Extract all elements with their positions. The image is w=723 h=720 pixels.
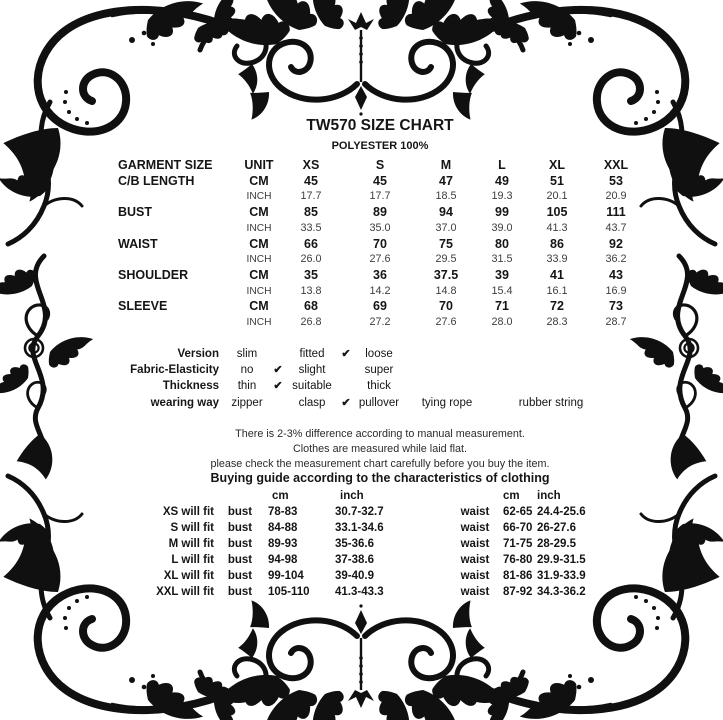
check-mark: ✔ — [341, 396, 351, 409]
range-inch: 29.9-31.5 — [537, 554, 586, 566]
size-value: 68 — [304, 299, 318, 314]
range-cm: 71-75 — [503, 538, 533, 550]
size-value: 53 — [609, 173, 623, 188]
attribute-option — [491, 378, 611, 394]
range-cm: 81-86 — [503, 570, 533, 582]
size-value: 37.0 — [435, 221, 457, 234]
body-part-label: bust — [227, 538, 253, 550]
attribute-option: fitted — [299, 348, 325, 360]
size-value: 80 — [495, 236, 509, 251]
size-value: 86 — [550, 236, 564, 251]
measurement-label: SLEEVE — [118, 299, 168, 314]
attribute-option: slim — [236, 348, 258, 360]
measurement-label — [118, 252, 240, 268]
size-value: 70 — [373, 236, 387, 251]
attribute-option: tying rope — [421, 396, 473, 409]
size-value: 71 — [495, 299, 509, 314]
attribute-option: super — [364, 364, 394, 377]
column-header: XXL — [603, 158, 629, 172]
range-cm: 66-70 — [503, 522, 533, 534]
size-value: 73 — [609, 299, 623, 314]
body-part-label: bust — [227, 554, 253, 566]
body-part-label: waist — [460, 554, 490, 566]
body-part-label: waist — [460, 506, 490, 518]
column-header: XL — [549, 158, 565, 172]
size-value: 99 — [495, 205, 509, 220]
range-inch: 41.3-43.3 — [335, 586, 384, 598]
size-value: 13.8 — [300, 284, 322, 297]
fabric-subtitle: POLYESTER 100% — [331, 140, 429, 152]
unit-cell: INCH — [246, 285, 272, 297]
unit-cell: CM — [249, 267, 269, 282]
spacer-cell — [425, 504, 455, 520]
attribute-option — [403, 378, 491, 394]
range-cm: 76-80 — [503, 554, 533, 566]
measurement-label — [118, 315, 240, 331]
size-value: 36 — [373, 267, 387, 282]
size-value: 43.7 — [605, 221, 627, 234]
size-value: 26.0 — [300, 253, 322, 266]
garment-attributes-table — [115, 346, 611, 411]
range-cm: 87-92 — [503, 586, 533, 598]
body-part-label: waist — [460, 522, 490, 534]
size-value: 66 — [304, 236, 318, 251]
size-value: 37.5 — [433, 267, 459, 282]
size-table-header-row — [118, 158, 646, 174]
range-inch: 34.3-36.2 — [537, 586, 586, 598]
attribute-option: loose — [365, 348, 393, 360]
size-value: 20.9 — [605, 190, 627, 203]
size-value: 14.8 — [435, 284, 457, 297]
body-part-label: bust — [227, 522, 253, 534]
unit-cell: INCH — [246, 222, 272, 234]
size-value: 45 — [373, 173, 387, 188]
unit-cell: CM — [249, 205, 269, 220]
body-part-label: waist — [460, 570, 490, 582]
size-value: 36.2 — [605, 253, 627, 266]
buying-guide-row — [138, 584, 620, 600]
size-value: 72 — [550, 299, 564, 314]
size-value: 111 — [606, 205, 626, 220]
size-table-row — [118, 205, 646, 221]
size-value: 20.1 — [546, 190, 568, 203]
body-part-label: bust — [227, 506, 253, 518]
size-value: 33.5 — [300, 221, 322, 234]
size-value: 33.9 — [546, 253, 568, 266]
spacer-cell — [218, 488, 262, 504]
size-table-row — [118, 315, 646, 331]
measurement-label: BUST — [118, 205, 153, 220]
note-line: Clothes are measured while laid flat. — [292, 442, 468, 455]
buying-guide-header-row — [138, 488, 620, 504]
size-value: 27.6 — [435, 316, 457, 329]
check-mark — [269, 395, 287, 411]
size-table-row — [118, 284, 646, 300]
check-mark: ✔ — [273, 380, 283, 393]
size-value: 85 — [304, 205, 318, 220]
attribute-option: slight — [298, 364, 326, 377]
range-cm: 62-65 — [503, 506, 533, 518]
size-value: 70 — [439, 299, 453, 314]
size-value: 27.2 — [369, 316, 391, 329]
size-value: 31.5 — [491, 253, 513, 266]
measurement-label: SHOULDER — [118, 267, 189, 282]
measurement-label — [118, 189, 240, 205]
size-value: 75 — [439, 236, 453, 251]
buying-guide-row — [138, 504, 620, 520]
attribute-row — [115, 362, 611, 378]
attribute-row — [115, 395, 611, 411]
fit-size-label: XL will fit — [163, 570, 214, 582]
size-value: 19.3 — [491, 190, 513, 203]
range-inch: 31.9-33.9 — [537, 570, 586, 582]
range-inch: 35-36.6 — [335, 538, 375, 550]
size-value: 92 — [609, 236, 623, 251]
measurement-label: WAIST — [118, 236, 158, 251]
body-part-label: waist — [460, 586, 490, 598]
attribute-option: no — [240, 364, 254, 377]
attribute-option: suitable — [292, 380, 332, 393]
column-header: cm — [503, 490, 520, 502]
size-value: 105 — [546, 205, 568, 220]
size-value: 28.3 — [546, 316, 568, 329]
column-header: S — [375, 158, 385, 172]
range-cm: 94-98 — [268, 554, 298, 566]
page-title: TW570 SIZE CHART — [306, 117, 454, 134]
unit-cell: INCH — [246, 254, 272, 266]
attribute-option — [491, 362, 611, 378]
range-cm: 84-88 — [268, 522, 298, 534]
size-value: 45 — [304, 173, 318, 188]
body-part-label: bust — [227, 570, 253, 582]
size-value: 43 — [609, 267, 623, 282]
attribute-row — [115, 378, 611, 394]
buying-guide-row — [138, 568, 620, 584]
attribute-option — [403, 362, 491, 378]
size-value: 94 — [439, 205, 453, 220]
size-table-row — [118, 174, 646, 190]
size-value: 28.7 — [605, 316, 627, 329]
attribute-option — [491, 346, 611, 362]
buying-guide-heading: Buying guide according to the characteristics of clothing — [210, 471, 550, 485]
unit-cell: CM — [249, 173, 269, 188]
measurement-label — [118, 284, 240, 300]
size-table-row — [118, 268, 646, 284]
measurement-label — [118, 221, 240, 237]
size-value: 69 — [373, 299, 387, 314]
size-value: 26.8 — [300, 316, 322, 329]
buying-guide-table — [138, 488, 620, 600]
size-table-row — [118, 237, 646, 253]
fit-size-label: M will fit — [168, 538, 214, 550]
column-header: GARMENT SIZE — [118, 158, 213, 172]
size-value: 35 — [304, 267, 318, 282]
attribute-option — [403, 346, 491, 362]
range-inch: 37-38.6 — [335, 554, 375, 566]
size-value: 16.1 — [546, 284, 568, 297]
unit-cell: CM — [249, 299, 269, 314]
size-table-row — [118, 299, 646, 315]
attribute-label: Fabric-Elasticity — [130, 364, 219, 377]
spacer-cell — [425, 584, 455, 600]
attribute-option: zipper — [231, 396, 263, 409]
attribute-row — [115, 346, 611, 362]
size-value: 16.9 — [605, 284, 627, 297]
column-header: M — [440, 158, 452, 172]
size-measurement-table — [118, 158, 646, 331]
attribute-label: wearing way — [150, 396, 219, 409]
range-cm: 105-110 — [268, 586, 310, 598]
size-value: 35.0 — [369, 221, 391, 234]
spacer-cell — [425, 568, 455, 584]
fit-size-label: XXL will fit — [156, 586, 214, 598]
range-inch: 30.7-32.7 — [335, 506, 384, 518]
attribute-option: thin — [237, 380, 257, 393]
size-value: 51 — [550, 173, 564, 188]
range-cm: 78-83 — [268, 506, 298, 518]
range-cm: 89-93 — [268, 538, 298, 550]
unit-cell: INCH — [246, 191, 272, 203]
buying-guide-row — [138, 536, 620, 552]
size-value: 29.5 — [435, 253, 457, 266]
range-inch: 33.1-34.6 — [335, 522, 384, 534]
size-value: 27.6 — [369, 253, 391, 266]
spacer-cell — [455, 488, 495, 504]
check-mark — [269, 346, 287, 362]
size-value: 41 — [550, 267, 564, 282]
fit-size-label: S will fit — [170, 522, 214, 534]
size-value: 47 — [439, 173, 453, 188]
column-header: cm — [272, 490, 289, 502]
buying-guide-row — [138, 552, 620, 568]
size-table-row — [118, 189, 646, 205]
size-value: 14.2 — [369, 284, 391, 297]
fit-size-label: XS will fit — [162, 506, 214, 518]
size-value: 17.7 — [300, 190, 322, 203]
note-line: please check the measurement chart carefully before you buy the item. — [210, 457, 550, 470]
attribute-option: rubber string — [518, 396, 584, 409]
column-header: UNIT — [244, 158, 274, 172]
spacer-cell — [425, 488, 455, 504]
column-header: XS — [302, 158, 320, 172]
size-value: 28.0 — [491, 316, 513, 329]
size-table-row — [118, 252, 646, 268]
spacer-cell — [425, 536, 455, 552]
size-value: 39.0 — [491, 221, 513, 234]
range-inch: 24.4-25.6 — [537, 506, 586, 518]
fit-size-label: L will fit — [171, 554, 214, 566]
check-mark — [337, 362, 355, 378]
range-inch: 28-29.5 — [537, 538, 577, 550]
size-value: 18.5 — [435, 190, 457, 203]
unit-cell: CM — [249, 236, 269, 251]
body-part-label: bust — [227, 586, 253, 598]
range-cm: 99-104 — [268, 570, 304, 582]
check-mark — [337, 378, 355, 394]
check-mark: ✔ — [273, 364, 283, 377]
size-value: 17.7 — [369, 190, 391, 203]
spacer-cell — [425, 520, 455, 536]
range-inch: 26-27.6 — [537, 522, 577, 534]
size-value: 15.4 — [491, 284, 513, 297]
column-header: inch — [340, 490, 364, 502]
check-mark: ✔ — [341, 348, 351, 360]
body-part-label: waist — [460, 538, 490, 550]
unit-cell: INCH — [246, 317, 272, 329]
attribute-label: Thickness — [162, 380, 219, 393]
size-value: 89 — [373, 205, 387, 220]
measurement-label: C/B LENGTH — [118, 173, 195, 188]
size-table-row — [118, 221, 646, 237]
column-header: inch — [537, 490, 561, 502]
note-line: There is 2-3% difference according to manual measurement. — [235, 428, 525, 440]
spacer-cell — [138, 488, 218, 504]
column-header: L — [498, 158, 506, 172]
attribute-option: clasp — [298, 396, 326, 409]
range-inch: 39-40.9 — [335, 570, 375, 582]
size-value: 49 — [495, 173, 509, 188]
measurement-notes — [40, 427, 720, 471]
spacer-cell — [425, 552, 455, 568]
size-value: 39 — [495, 267, 509, 282]
attribute-option: thick — [367, 380, 391, 393]
attribute-label: Version — [177, 348, 219, 360]
size-value: 41.3 — [546, 221, 568, 234]
buying-guide-row — [138, 520, 620, 536]
attribute-option: pullover — [358, 396, 400, 409]
